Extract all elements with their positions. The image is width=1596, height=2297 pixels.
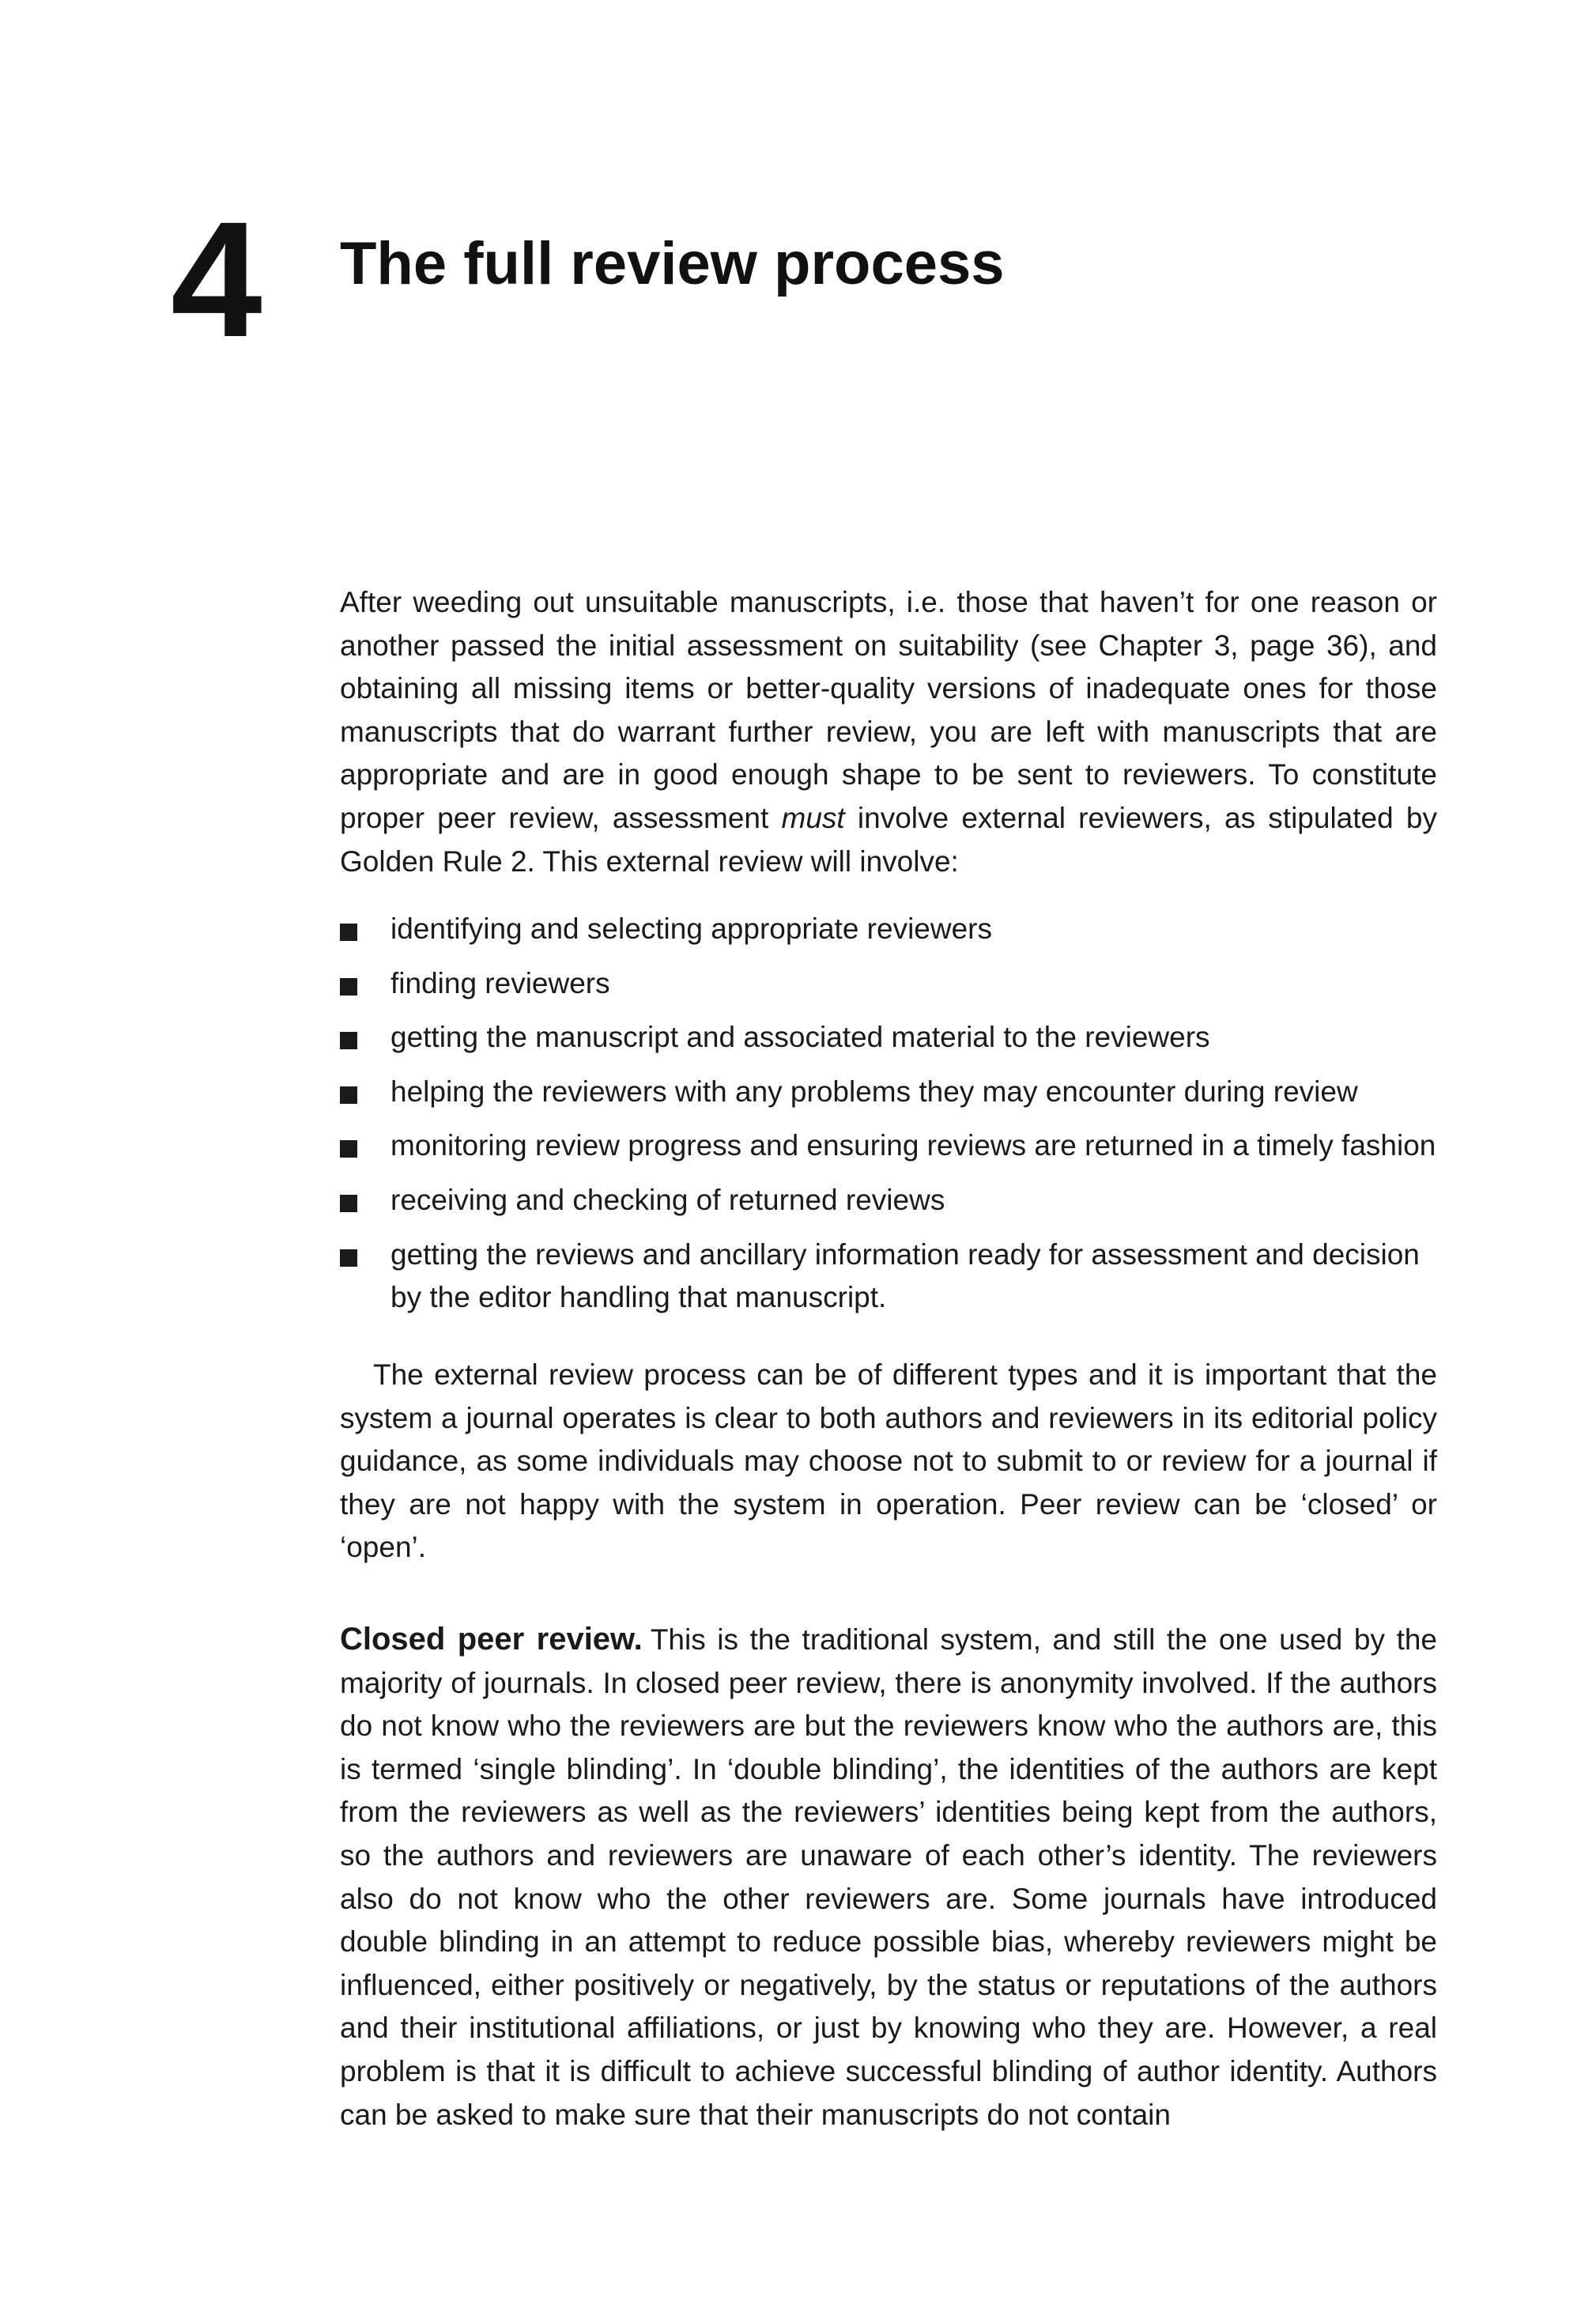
review-steps-list <box>340 908 1437 1331</box>
list-item-text: receiving and checking of returned reviews <box>391 1183 945 1216</box>
list-item <box>340 1234 1437 1320</box>
list-item <box>340 1179 1437 1222</box>
list-item <box>340 1124 1437 1168</box>
chapter-title: The full review process <box>340 230 1005 297</box>
intro-text-end: involve external reviewers, as stipulated by Golden Rule 2. This external review will involve: <box>340 801 1438 878</box>
list-item-text: helping the reviewers with any problems they may encounter during review <box>391 1075 1358 1108</box>
intro-paragraph <box>340 581 1437 883</box>
list-item <box>340 962 1437 1006</box>
intro-text-start: After weeding out unsuitable manuscripts, i.e. those that haven’t for one reason or another passed the initial assessment on suitability (see Chapter 3, page 36), and obtaining all missing items or better-quality versions of inadequate ones for those manuscripts that do warrant further review, you are left with manuscripts that are appropriate and are in good enough shape to be sent to reviewers. To constitute proper peer review, assessment <box>340 586 1437 834</box>
chapter-number: 4 <box>171 188 262 372</box>
list-item-text: getting the manuscript and associated material to the reviewers <box>391 1021 1210 1054</box>
square-bullet-icon <box>340 1195 357 1212</box>
square-bullet-icon <box>340 1140 357 1158</box>
intro-emphasis: must <box>781 801 845 834</box>
closed-review-paragraph <box>340 1618 1437 2136</box>
review-types-paragraph: The external review process can be of different types and it is important that the system a journal operates is clear to both authors and reviewers in its editorial policy guidance, as some individuals may choose not to submit to or review for a journal if they are not happy with the system in operation. Peer review can be ‘closed’ or ‘open’. <box>340 1358 1437 1564</box>
list-item <box>340 1016 1437 1060</box>
square-bullet-icon <box>340 1249 357 1267</box>
square-bullet-icon <box>340 924 357 941</box>
square-bullet-icon <box>340 1086 357 1104</box>
list-item-text: finding reviewers <box>391 966 610 999</box>
closed-review-text: This is the traditional system, and still the one used by the majority of journals. In closed peer review, there is anonymity involved. If the authors do not know who the reviewers are but the reviewers know who the authors are, this is termed ‘single blinding’. In ‘double blinding’, the identities of the authors are kept from the reviewers as well as the reviewers’ identities being kept from the authors, so the authors and reviewers are unaware of each other’s identity. The reviewers also do not know who the other reviewers are. Some journals have introduced double blinding in an attempt to reduce possible bias, whereby reviewers might be influenced, either positively or negatively, by the status or reputations of the authors and their institutional affiliations, or just by knowing who they are. However, a real problem is that it is difficult to achieve successful blinding of author identity. Authors can be asked to make sure that their manuscripts do not contain <box>340 1623 1437 2131</box>
list-item-text: identifying and selecting appropriate reviewers <box>391 912 992 945</box>
list-item-text: getting the reviews and ancillary information ready for assessment and decision by the editor handling that manuscript. <box>391 1237 1420 1314</box>
list-item <box>340 1071 1437 1114</box>
list-item <box>340 908 1437 951</box>
square-bullet-icon <box>340 978 357 995</box>
list-item-text: monitoring review progress and ensuring reviews are returned in a timely fashion <box>391 1129 1436 1162</box>
square-bullet-icon <box>340 1032 357 1049</box>
closed-review-heading: Closed peer review. <box>340 1622 643 1657</box>
